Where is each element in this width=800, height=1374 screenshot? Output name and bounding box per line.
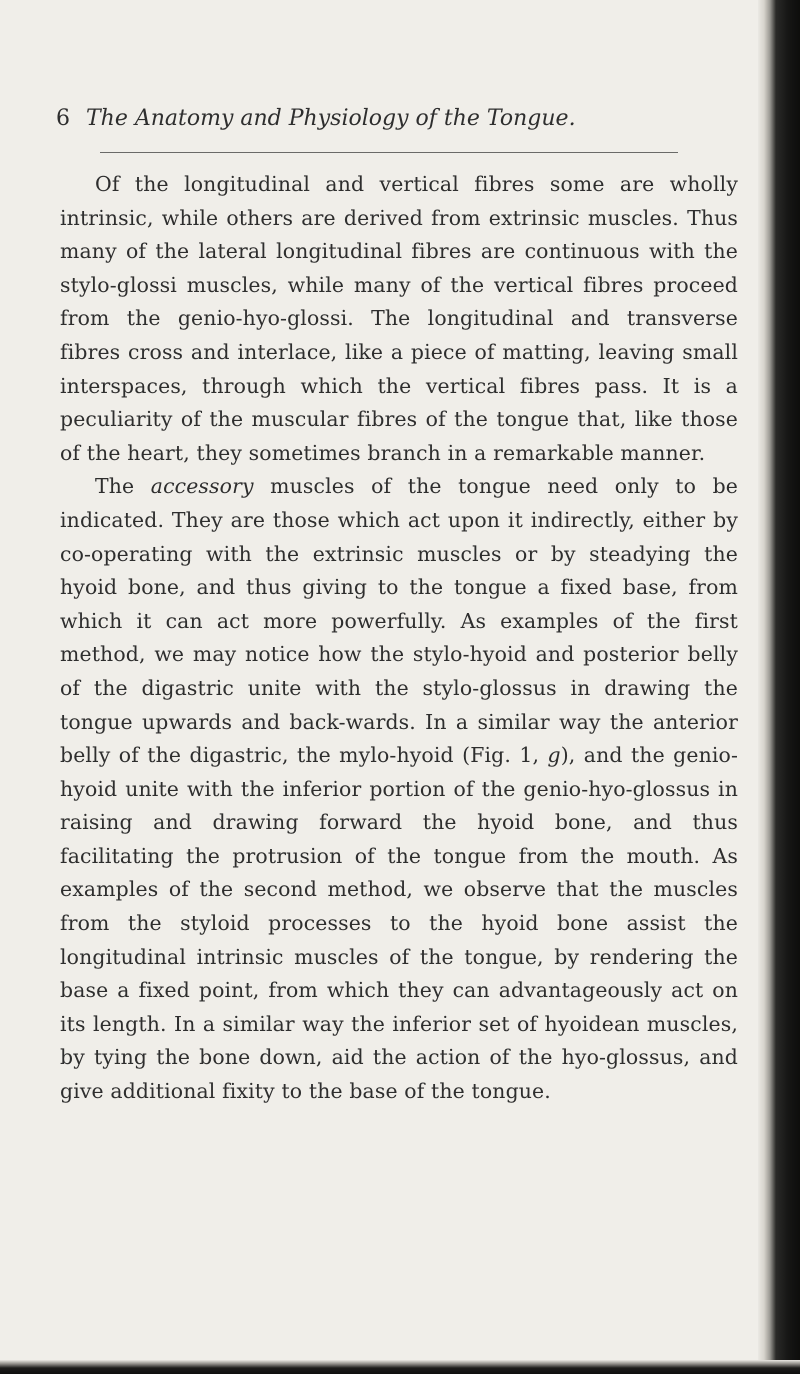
paragraph-2-part-3: ), and the genio-hyoid unite with the inferior portion of the genio-hyo-glossus in raising and drawing forward the hyoid bone, and thus facilitating the protrusion of the tongue from the mouth. As examples of the second method, we observe that the muscles from the styloid processes to the hyoid bone assist the longitudinal intrinsic muscles of the tongue, by rendering the base a fixed point, from which they can advantageously act on its length. In a similar way the inferior set of hyoidean muscles, by tying the bone down, aid the action of the hyo-glossus, and give additional fixity to the base of the tongue. xyxy=(60,743,738,1104)
paragraph-2-part-2: muscles of the tongue need only to be indicated. They are those which act upon it indirectly, either by co-operating with the extrinsic muscles or by steadying the hyoid bone, and thus giving to the tongue a fixed base, from which it can act more powerfully. As examples of the first method, we may notice how the stylo-hyoid and posterior belly of the digastric unite with the stylo-glossus in drawing the tongue upwards and back-wards. In a similar way the anterior belly of the digastric, the mylo-hyoid (Fig. 1, xyxy=(60,474,739,768)
emphasis-accessory: accessory xyxy=(150,474,254,499)
running-head xyxy=(56,104,576,134)
page-number: 6 xyxy=(56,106,70,131)
binding-edge xyxy=(758,0,800,1374)
header-rule xyxy=(100,152,678,153)
body-text xyxy=(60,168,738,1109)
running-title: The Anatomy and Physiology of the Tongue. xyxy=(86,106,576,131)
paragraph-2-part-1: The xyxy=(95,474,151,499)
emphasis-figure-letter: g xyxy=(547,743,561,768)
bottom-edge xyxy=(0,1360,800,1374)
paragraph-1: Of the longitudinal and vertical fibres some are wholly intrinsic, while others are derived from extrinsic muscles. Thus many of the lateral longitudinal fibres are continuous with the stylo-glossi muscles, while many of the vertical fibres proceed from the genio-hyo-glossi. The longitudinal and transverse fibres cross and interlace, like a piece of matting, leaving small interspaces, through which the vertical fibres pass. It is a peculiarity of the muscular fibres of the tongue that, like those of the heart, they sometimes branch in a remarkable manner. xyxy=(60,172,738,465)
paragraph-2 xyxy=(60,470,738,1108)
